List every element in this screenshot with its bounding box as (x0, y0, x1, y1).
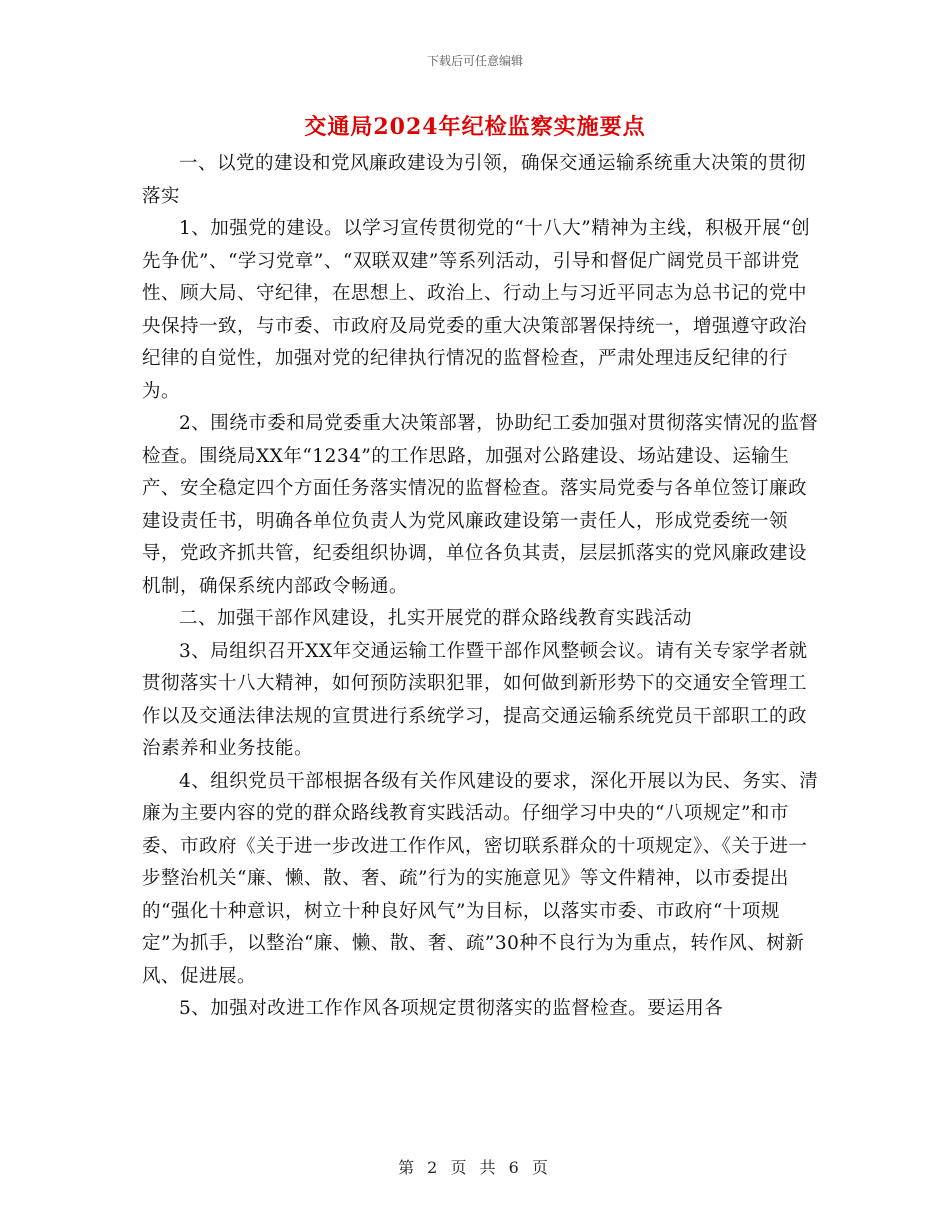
document-body (142, 148, 822, 1026)
header-watermark: 下载后可任意编辑 (426, 54, 523, 68)
paragraph-item-5: 5、加强对改进工作作风各项规定贯彻落实的监督检查。要运用各 (179, 998, 724, 1019)
section-heading-2: 二、加强干部作风建设，扎实开展党的群众路线教育实践活动 (179, 608, 693, 629)
paragraph-item-4: 4、组织党员干部根据各级有关作风建设的要求，深化开展以为民、务实、清廉为主要内容的党的群众路线教育实践活动。仔细学习中央的“八项规定”和市委、市政府《关于进一步改进工作作风，密切联系群众的十项规定》、《关于进一步整治机关“廉、懒、散、奢、疏”行为的实施意见》等文件精神，以市委提出的“强化十种意识，树立十种良好风气”为目标，以落实市委、市政府“十项规定”为抓手，以整治“廉、懒、散、奢、疏”30种不良行为为重点，转作风、树新风、促进展。 (142, 770, 819, 987)
paragraph-item-2: 2、围绕市委和局党委重大决策部署，协助纪工委加强对贯彻落实情况的监督检查。围绕局XX年“1234”的工作思路，加强对公路建设、场站建设、运输生产、安全稳定四个方面任务落实情况的监督检查。落实局党委与各单位签订廉政建设责任书，明确各单位负责人为党风廉政建设第一责任人，形成党委统一领导，党政齐抓共管，纪委组织协调，单位各负其责，层层抓落实的党风廉政建设机制，确保系统内部政令畅通。 (142, 413, 819, 597)
paragraph-item-3: 3、局组织召开XX年交通运输工作暨干部作风整顿会议。请有关专家学者就贯彻落实十八大精神，如何预防渎职犯罪，如何做到新形势下的交通安全管理工作以及交通法律法规的宣贯进行系统学习，提高交通运输系统党员干部职工的政治素养和业务技能。 (142, 640, 808, 759)
document-title: 交通局2024年纪检监察实施要点 (304, 114, 646, 140)
paragraph-item-1: 1、加强党的建设。以学习宣传贯彻党的“十八大”精神为主线，积极开展“创先争优”、“学习党章”、“双联双建”等系列活动，引导和督促广阔党员干部讲党性、顾大局、守纪律，在思想上、政治上、行动上与习近平同志为总书记的党中央保持一致，与市委、市政府及局党委的重大决策部署保持统一，增强遵守政治纪律的自觉性，加强对党的纪律执行情况的监督检查，严肃处理违反纪律的行为。 (142, 218, 811, 402)
page-number: 第 2 页 共 6 页 (398, 1158, 552, 1177)
section-heading-1: 一、以党的建设和党风廉政建设为引领，确保交通运输系统重大决策的贯彻落实 (142, 153, 807, 207)
